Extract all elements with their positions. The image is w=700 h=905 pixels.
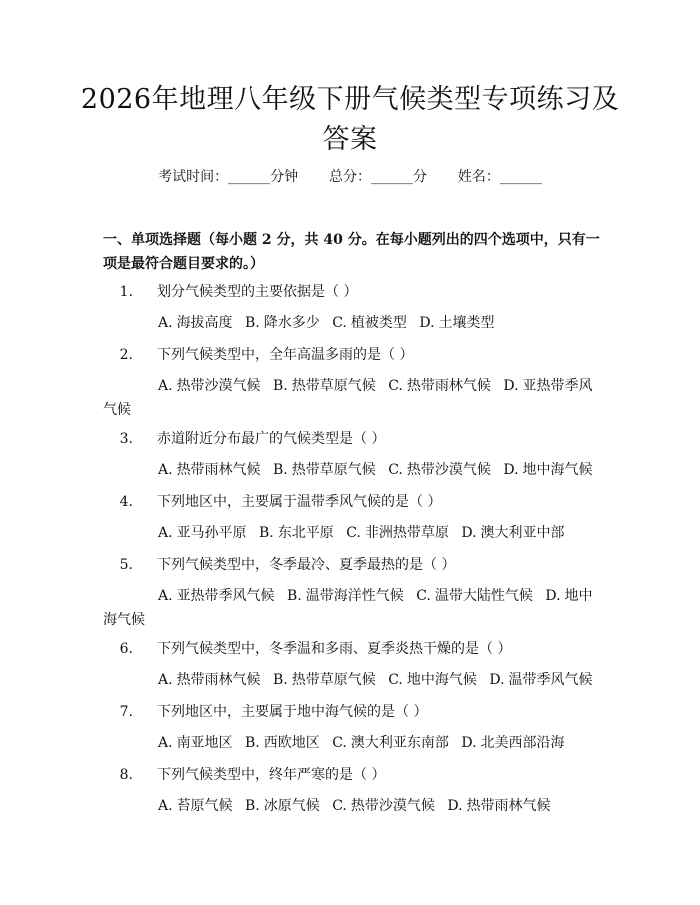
option-b-label: B. [245,735,260,751]
option-c-text: 澳大利亚东南部 [350,735,449,751]
question-number: 5. [119,557,133,573]
option-b-text: 热带草原气候 [291,462,376,478]
option-c-label: C. [332,798,347,814]
section-heading: 一、单项选择题（每小题 2 分，共 40 分。在每小题列出的四个选项中，只有一项是最符合题目要求的。） [103,232,600,272]
option-c-label: C. [346,525,361,541]
option-d-text: 地中海气候 [103,588,593,628]
option-a-label: A. [158,462,173,478]
option-d-text: 热带雨林气候 [466,798,551,814]
question-2 [103,344,603,366]
option-d-text: 温带季风气候 [508,672,593,688]
option-b-text: 温带海洋性气候 [305,588,404,604]
option-c-label: C. [332,315,347,331]
option-a-label: A. [158,735,173,751]
option-d-label: D. [461,525,477,541]
option-b-text: 东北平原 [277,525,334,541]
option-b-label: B. [273,462,288,478]
option-a-label: A. [158,798,173,814]
option-a-label: A. [158,588,173,604]
option-b-label: B. [245,798,260,814]
question-text: 划分气候类型的主要依据是（ ） [157,284,358,300]
time-unit: 分钟 [270,169,299,185]
option-c-label: C. [388,462,403,478]
question-5-options [103,584,603,632]
option-c-label: C. [388,378,403,394]
time-blank: ______ [228,169,271,185]
question-1 [103,281,603,303]
question-7 [103,701,603,723]
option-a-text: 苔原气候 [176,798,233,814]
option-c-text: 热带沙漠气候 [406,462,491,478]
option-a-label: A. [158,315,173,331]
option-b-text: 热带草原气候 [291,672,376,688]
option-a-text: 亚热带季风气候 [176,588,275,604]
question-number: 1. [119,284,133,300]
option-c-text: 植被类型 [350,315,407,331]
question-text: 下列气候类型中，冬季温和多雨、夏季炎热干燥的是（ ） [157,641,512,657]
score-unit: 分 [413,169,427,185]
option-c-label: C. [416,588,431,604]
question-3-options [103,458,603,482]
option-a-text: 热带雨林气候 [176,462,261,478]
option-b-label: B. [287,588,302,604]
question-7-options [103,731,603,755]
time-label: 考试时间： [158,169,229,185]
question-8-options [103,794,603,818]
option-b-text: 西欧地区 [263,735,320,751]
page-title: 2026年地理八年级下册气候类型专项练习及答案 [80,84,620,155]
question-number: 3. [119,431,133,447]
option-a-text: 亚马孙平原 [176,525,247,541]
question-1-options [103,311,603,335]
question-3 [103,428,603,450]
option-d-text: 地中海气候 [522,462,593,478]
name-blank: ______ [499,169,542,185]
question-number: 2. [119,347,133,363]
option-c-label: C. [388,672,403,688]
option-b-text: 热带草原气候 [291,378,376,394]
option-b-label: B. [259,525,274,541]
option-c-text: 温带大陆性气候 [434,588,533,604]
question-text: 下列气候类型中，冬季最冷、夏季最热的是（ ） [157,557,456,573]
option-c-text: 热带雨林气候 [406,378,491,394]
option-a-text: 南亚地区 [176,735,233,751]
option-a-label: A. [158,378,173,394]
name-label: 姓名： [457,169,500,185]
option-d-label: D. [447,798,463,814]
question-4-options [103,521,603,545]
option-c-text: 地中海气候 [406,672,477,688]
option-d-text: 土壤类型 [438,315,495,331]
option-d-text: 澳大利亚中部 [480,525,565,541]
question-text: 下列地区中，主要属于温带季风气候的是（ ） [157,494,442,510]
option-b-text: 冰原气候 [263,798,320,814]
option-a-label: A. [158,525,173,541]
option-a-text: 热带雨林气候 [176,672,261,688]
question-number: 8. [119,767,133,783]
question-text: 下列气候类型中，全年高温多雨的是（ ） [157,347,414,363]
option-a-text: 海拔高度 [176,315,233,331]
option-d-text: 北美西部沿海 [480,735,565,751]
question-6-options [103,668,603,692]
exam-meta [0,166,700,188]
question-2-options [103,374,603,422]
question-text: 下列气候类型中，终年严寒的是（ ） [157,767,386,783]
option-d-label: D. [461,735,477,751]
option-a-text: 热带沙漠气候 [176,378,261,394]
option-d-label: D. [503,462,519,478]
option-d-label: D. [489,672,505,688]
question-6 [103,638,603,660]
question-number: 7. [119,704,133,720]
option-b-label: B. [245,315,260,331]
score-blank: ______ [371,169,413,185]
option-d-text: 亚热带季风气候 [103,378,593,418]
option-b-label: B. [273,378,288,394]
option-a-label: A. [158,672,173,688]
option-c-label: C. [332,735,347,751]
question-8 [103,764,603,786]
question-4 [103,491,603,513]
option-b-label: B. [273,672,288,688]
option-c-text: 非洲热带草原 [364,525,449,541]
option-b-text: 降水多少 [263,315,320,331]
question-5 [103,554,603,576]
score-label: 总分： [329,169,371,185]
question-text: 赤道附近分布最广的气候类型是（ ） [157,431,386,447]
question-number: 6. [119,641,133,657]
option-d-label: D. [419,315,435,331]
option-d-label: D. [503,378,519,394]
question-text: 下列地区中，主要属于地中海气候的是（ ） [157,704,428,720]
question-number: 4. [119,494,133,510]
option-d-label: D. [545,588,561,604]
option-c-text: 热带沙漠气候 [350,798,435,814]
